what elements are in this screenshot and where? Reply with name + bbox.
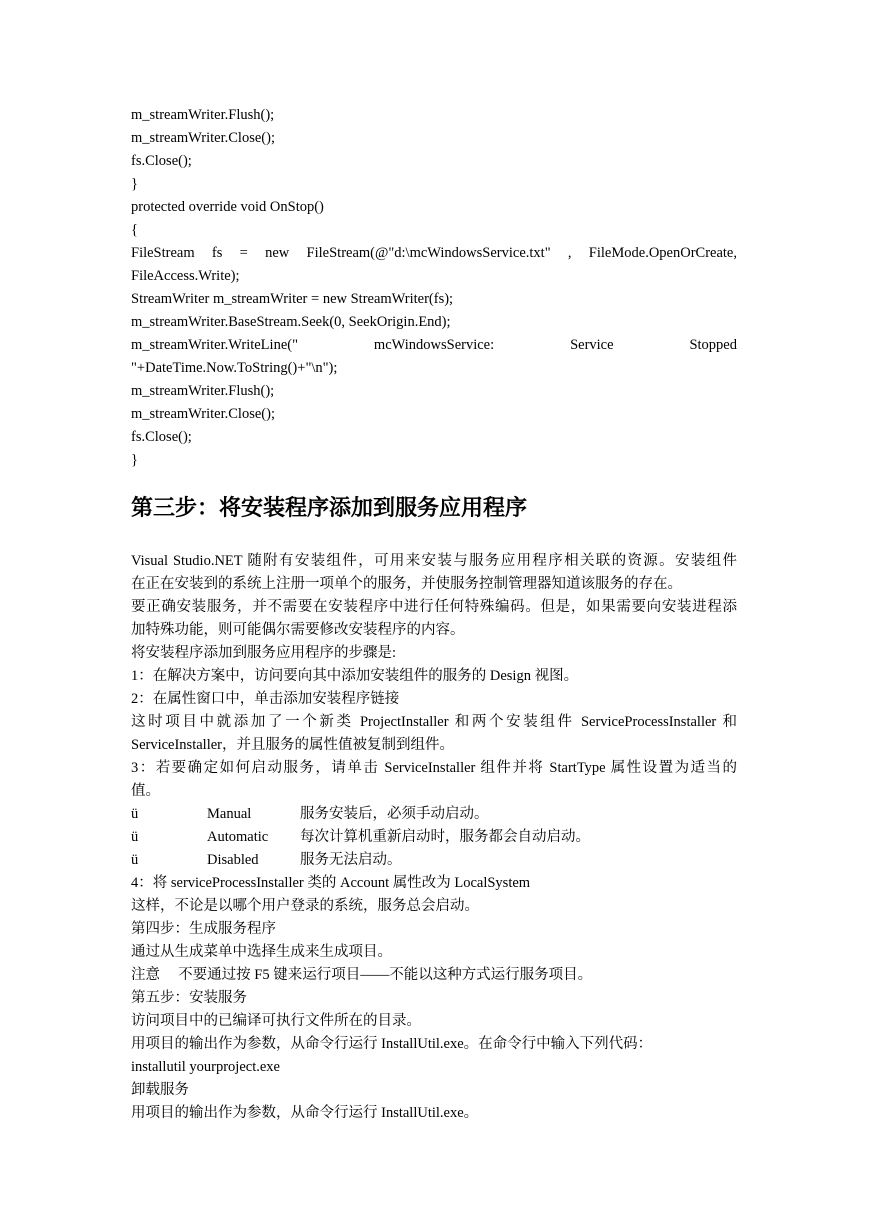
code-line: }: [131, 176, 138, 192]
option-description: 每次计算机重新启动时，服务都会自动启动。: [300, 829, 590, 845]
code-line: m_streamWriter.Flush();: [131, 107, 275, 123]
text-line: 加特殊功能，则可能偶尔需要修改安装程序的内容。: [131, 622, 465, 638]
note-line: 注意 不要通过按 F5 键来运行项目——不能以这种方式运行服务项目。: [131, 967, 593, 983]
text-line: 要正确安装服务，并不需要在安装程序中进行任何特殊编码。但是，如果需要向安装进程添: [131, 599, 737, 615]
code-line: m_streamWriter.Close();: [131, 130, 275, 146]
body-paragraphs: [131, 550, 737, 803]
section-heading: 第三步：将安装程序添加到服务应用程序: [131, 496, 528, 521]
option-row: [131, 826, 737, 849]
command-line: installutil yourproject.exe: [131, 1059, 280, 1075]
text-line: 2：在属性窗口中，单击添加安装程序链接: [131, 691, 400, 707]
code-line: FileStream fs = new FileStream(@"d:\mcWindowsService.txt" , FileMode.OpenOrCreate,: [131, 245, 737, 261]
subheading-step-five: 第五步：安装服务: [131, 990, 247, 1006]
option-name: Manual: [207, 806, 252, 822]
bullet-marker: ü: [131, 829, 139, 845]
option-description: 服务安装后，必须手动启动。: [300, 806, 489, 822]
document-page: [131, 104, 737, 1125]
code-line: m_streamWriter.WriteLine(" mcWindowsService: Service Stopped: [131, 337, 737, 353]
text-line: 3：若要确定如何启动服务，请单击 ServiceInstaller 组件并将 StartType 属性设置为适当的: [131, 760, 737, 776]
code-line: FileAccess.Write);: [131, 268, 240, 284]
code-line: fs.Close();: [131, 153, 192, 169]
text-line: 通过从生成菜单中选择生成来生成项目。: [131, 944, 392, 960]
code-line: {: [131, 222, 138, 238]
option-description: 服务无法启动。: [300, 852, 402, 868]
bullet-marker: ü: [131, 852, 139, 868]
tail-paragraphs: [131, 872, 737, 1125]
code-line: protected override void OnStop(): [131, 199, 324, 215]
text-line: 1：在解决方案中，访问要向其中添加安装组件的服务的 Design 视图。: [131, 668, 579, 684]
subheading-uninstall: 卸载服务: [131, 1082, 189, 1098]
text-line: 在正在安装到的系统上注册一项单个的服务，并使服务控制管理器知道该服务的存在。: [131, 576, 682, 592]
code-block: [131, 104, 737, 472]
subheading-step-four: 第四步：生成服务程序: [131, 921, 276, 937]
code-line: m_streamWriter.Flush();: [131, 383, 275, 399]
text-line: 这时项目中就添加了一个新类 ProjectInstaller 和两个安装组件 ServiceProcessInstaller 和: [131, 714, 737, 730]
code-line: m_streamWriter.BaseStream.Seek(0, SeekOrigin.End);: [131, 314, 451, 330]
code-line: StreamWriter m_streamWriter = new StreamWriter(fs);: [131, 291, 454, 307]
text-line: 4：将 serviceProcessInstaller 类的 Account 属性改为 LocalSystem: [131, 875, 531, 891]
code-line: fs.Close();: [131, 429, 192, 445]
text-line: 用项目的输出作为参数，从命令行运行 InstallUtil.exe。: [131, 1105, 479, 1121]
code-line: }: [131, 452, 138, 468]
text-line: 将安装程序添加到服务应用程序的步骤是:: [131, 645, 397, 661]
start-type-options: [131, 803, 737, 872]
text-line: 值。: [131, 783, 160, 799]
code-line: "+DateTime.Now.ToString()+"\n");: [131, 360, 338, 376]
text-line: Visual Studio.NET 随附有安装组件，可用来安装与服务应用程序相关联的资源。安装组件: [131, 553, 737, 569]
text-line: 这样，不论是以哪个用户登录的系统，服务总会启动。: [131, 898, 479, 914]
option-row: [131, 803, 737, 826]
text-line: 访问项目中的已编译可执行文件所在的目录。: [131, 1013, 421, 1029]
bullet-marker: ü: [131, 806, 139, 822]
option-row: [131, 849, 737, 872]
option-name: Automatic: [207, 829, 269, 845]
text-line: ServiceInstaller，并且服务的属性值被复制到组件。: [131, 737, 454, 753]
option-name: Disabled: [207, 852, 259, 868]
text-line: 用项目的输出作为参数，从命令行运行 InstallUtil.exe。在命令行中输入下列代码：: [131, 1036, 653, 1052]
code-line: m_streamWriter.Close();: [131, 406, 275, 422]
